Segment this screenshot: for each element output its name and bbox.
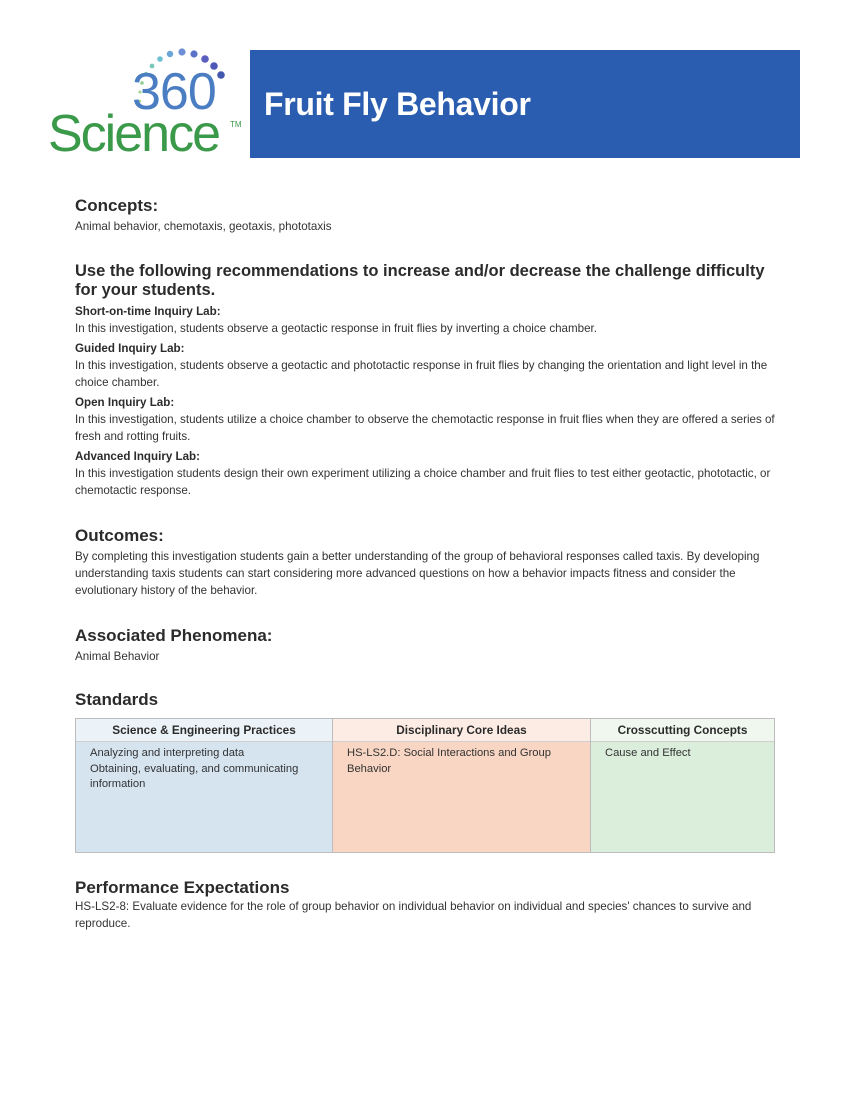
crosscutting-header: Crosscutting Concepts bbox=[591, 719, 774, 742]
phenomena-text: Animal Behavior bbox=[75, 650, 160, 663]
concepts-text: Animal behavior, chemotaxis, geotaxis, phototaxis bbox=[75, 220, 332, 233]
outcomes-heading: Outcomes: bbox=[75, 526, 164, 545]
core-ideas-header: Disciplinary Core Ideas bbox=[333, 719, 590, 742]
practices-item: Obtaining, evaluating, and communicating information bbox=[90, 762, 299, 790]
advanced-lab-label: Advanced Inquiry Lab: bbox=[75, 450, 200, 463]
standards-column-core-ideas bbox=[333, 719, 591, 852]
short-on-time-lab-label: Short-on-time Inquiry Lab: bbox=[75, 305, 221, 318]
short-on-time-lab-text: In this investigation, students observe a geotactic response in fruit flies by inverting a choice chamber. bbox=[75, 322, 598, 335]
phenomena-heading: Associated Phenomena: bbox=[75, 626, 273, 645]
phenomena-section bbox=[75, 626, 775, 665]
core-ideas-body bbox=[333, 742, 590, 777]
guided-lab-text: In this investigation, students observe a geotactic and phototactic response in fruit flies by changing the orientation and light level in the choice chamber. bbox=[75, 359, 768, 389]
standards-heading: Standards bbox=[75, 690, 159, 709]
recommendations-section bbox=[75, 262, 775, 499]
standards-section bbox=[75, 690, 775, 853]
performance-text: HS-LS2-8: Evaluate evidence for the role of group behavior on individual behavior on individual and species' chances to survive and reproduce. bbox=[75, 900, 752, 930]
standards-column-practices bbox=[76, 719, 333, 852]
concepts-heading: Concepts: bbox=[75, 196, 159, 215]
advanced-lab-text: In this investigation students design their own experiment utilizing a choice chamber and fruit flies to test either geotactic, phototactic, or chemotactic response. bbox=[75, 467, 771, 497]
title-banner bbox=[250, 50, 800, 158]
concepts-section bbox=[75, 196, 775, 235]
performance-section bbox=[75, 878, 775, 932]
logo-trademark: TM bbox=[230, 120, 242, 129]
practices-item: Analyzing and interpreting data bbox=[90, 747, 245, 759]
practices-body bbox=[76, 742, 332, 793]
360-science-logo bbox=[48, 44, 248, 164]
open-lab-label: Open Inquiry Lab: bbox=[75, 396, 175, 409]
standards-table bbox=[75, 718, 775, 853]
performance-heading: Performance Expectations bbox=[75, 878, 290, 897]
standards-column-crosscutting bbox=[591, 719, 774, 852]
outcomes-text: By completing this investigation students gain a better understanding of the group of behavioral responses called taxis. By developing understanding taxis students can start considering more advanced questions on how a behavior impacts fitness and consider the evolutionary history of the behavior. bbox=[75, 550, 760, 597]
open-lab-text: In this investigation, students utilize a choice chamber to observe the chemotactic response in fruit flies when they are offered a series of fresh and rotting fruits. bbox=[75, 413, 775, 443]
crosscutting-item: Cause and Effect bbox=[605, 747, 691, 759]
guided-lab-label: Guided Inquiry Lab: bbox=[75, 342, 185, 355]
logo-science-text: Science bbox=[48, 105, 219, 163]
crosscutting-body bbox=[591, 742, 774, 762]
logo-360-text: 360 bbox=[132, 63, 216, 121]
page-title: Fruit Fly Behavior bbox=[264, 86, 531, 122]
recommendations-heading: Use the following recommendations to increase and/or decrease the challenge difficulty for your students. bbox=[75, 262, 765, 299]
outcomes-section bbox=[75, 526, 775, 599]
practices-header: Science & Engineering Practices bbox=[76, 719, 332, 742]
main-content bbox=[75, 196, 775, 932]
core-ideas-item: HS-LS2.D: Social Interactions and Group Behavior bbox=[347, 747, 551, 775]
